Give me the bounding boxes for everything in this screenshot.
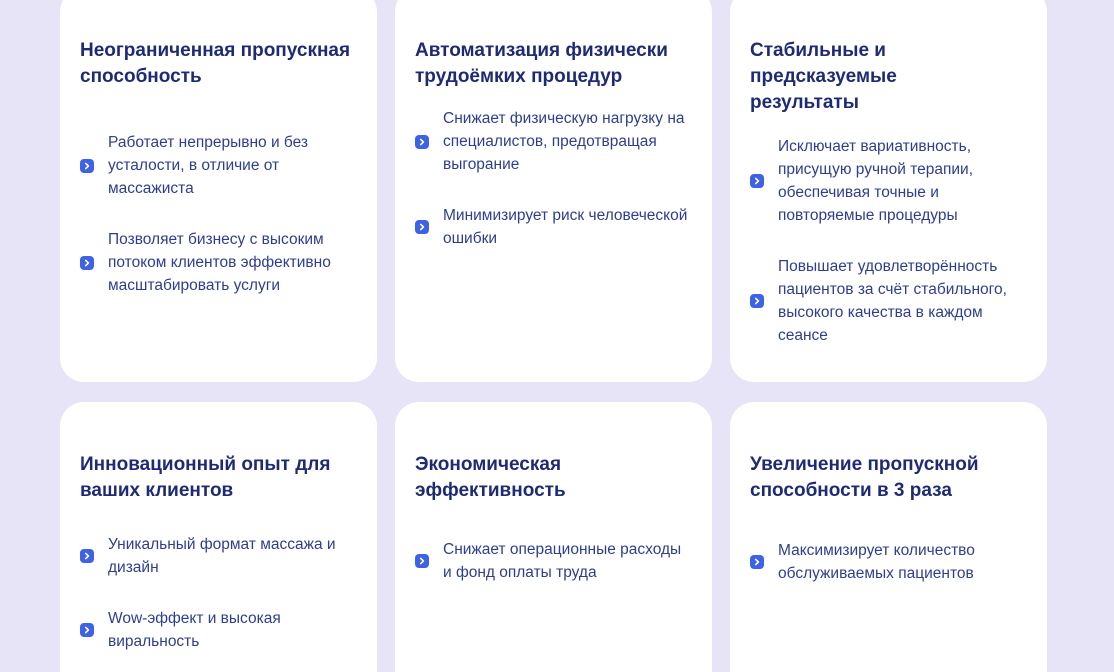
list-item: [80, 228, 357, 297]
bullet-list: [750, 135, 1027, 347]
bullet-list: [750, 539, 1027, 585]
chevron-right-icon: [415, 554, 429, 568]
chevron-right-icon: [750, 555, 764, 569]
benefit-card-economic-efficiency: [395, 402, 712, 672]
chevron-right-icon: [415, 135, 429, 149]
bullet-text: Повышает удовлетворённость пациентов за счёт стабильного, высокого качества в каждом сеансе: [778, 258, 1007, 344]
list-item: [80, 607, 357, 653]
bullet-text: Снижает физическую нагрузку на специалистов, предотвращая выгорание: [443, 110, 685, 173]
benefit-card-automation: [395, 0, 712, 382]
chevron-right-icon: [80, 159, 94, 173]
card-title: Экономическая эффективность: [415, 454, 566, 501]
card-title: Неограниченная пропускная способность: [80, 40, 351, 87]
list-item: [750, 539, 1027, 585]
bullet-text: Уникальный формат массажа и дизайн: [108, 536, 336, 576]
card-title: Автоматизация физически трудоёмких процедур: [415, 40, 668, 87]
chevron-right-icon: [750, 294, 764, 308]
card-title: Инновационный опыт для ваших клиентов: [80, 454, 331, 501]
bullet-text: Исключает вариативность, присущую ручной терапии, обеспечивая точные и повторяемые процедуры: [778, 138, 973, 224]
bullet-list: [415, 107, 692, 250]
bullet-text: Wow-эффект и высокая виральность: [108, 610, 281, 650]
list-item: [415, 204, 692, 250]
chevron-right-icon: [80, 623, 94, 637]
bullet-text: Максимизирует количество обслуживаемых пациентов: [778, 542, 975, 582]
bullet-text: Минимизирует риск человеческой ошибки: [443, 207, 688, 247]
bullet-list: [415, 538, 692, 584]
bullet-list: [80, 533, 357, 653]
card-title: Увеличение пропускной способности в 3 раза: [750, 454, 979, 501]
chevron-right-icon: [750, 174, 764, 188]
list-item: [415, 538, 692, 584]
benefit-card-innovative-experience: [60, 402, 377, 672]
card-title: Стабильные и предсказуемые результаты: [750, 40, 897, 113]
chevron-right-icon: [415, 220, 429, 234]
list-item: [415, 107, 692, 176]
list-item: [750, 135, 1027, 227]
bullet-text: Работает непрерывно и без усталости, в отличие от массажиста: [108, 134, 309, 197]
list-item: [80, 131, 357, 200]
bullet-text: Снижает операционные расходы и фонд оплаты труда: [443, 541, 682, 581]
list-item: [750, 255, 1027, 347]
chevron-right-icon: [80, 256, 94, 270]
benefits-card-grid: [60, 0, 1047, 672]
list-item: [80, 533, 357, 579]
benefit-card-unlimited-capacity: [60, 0, 377, 382]
benefit-card-throughput-x3: [730, 402, 1047, 672]
benefit-card-stable-results: [730, 0, 1047, 382]
bullet-text: Позволяет бизнесу с высоким потоком клиентов эффективно масштабировать услуги: [108, 231, 331, 294]
chevron-right-icon: [80, 549, 94, 563]
bullet-list: [80, 131, 357, 297]
